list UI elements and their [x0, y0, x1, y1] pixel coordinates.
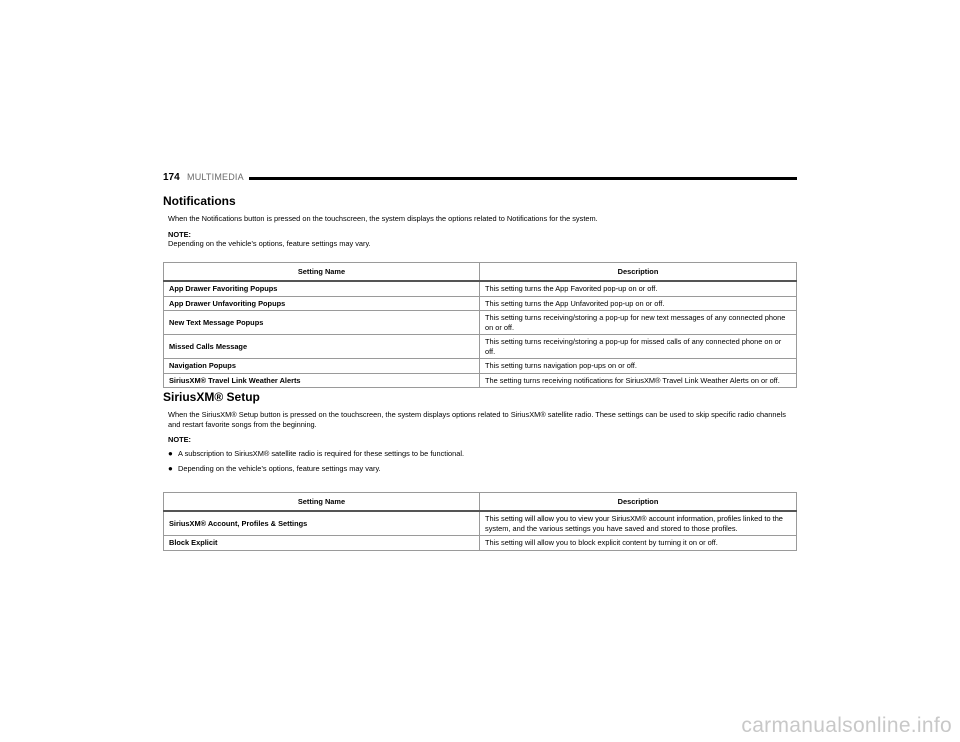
setting-name: Navigation Popups: [164, 359, 480, 374]
page-number: 174: [163, 172, 180, 183]
page-header: [163, 172, 797, 186]
header-rule: [249, 177, 797, 180]
table-row: [164, 511, 797, 536]
notifications-table: [163, 262, 797, 388]
notifications-note-label: NOTE:: [168, 230, 191, 239]
table-row: [164, 311, 797, 335]
bullet-icon: ●: [168, 449, 173, 458]
setting-description: The setting turns receiving notifications for SiriusXM® Travel Link Weather Alerts on or off.: [480, 373, 797, 388]
setting-description: This setting turns the App Unfavorited pop-up on or off.: [480, 296, 797, 311]
table-row: [164, 335, 797, 359]
list-item: [168, 464, 797, 474]
siriusxm-heading: SiriusXM® Setup: [163, 390, 260, 404]
setting-name: App Drawer Favoriting Popups: [164, 281, 480, 296]
table-header-row: [164, 493, 797, 512]
setting-description: This setting turns navigation pop-ups on or off.: [480, 359, 797, 374]
setting-name: SiriusXM® Travel Link Weather Alerts: [164, 373, 480, 388]
table-row: [164, 373, 797, 388]
setting-description: This setting turns receiving/storing a pop-up for missed calls of any connected phone on or off.: [480, 335, 797, 359]
setting-description: This setting turns the App Favorited pop-up on or off.: [480, 281, 797, 296]
setting-name: Missed Calls Message: [164, 335, 480, 359]
siriusxm-note-label: NOTE:: [168, 435, 191, 444]
setting-description: This setting turns receiving/storing a pop-up for new text messages of any connected phone on or off.: [480, 311, 797, 335]
list-item: [168, 449, 797, 459]
watermark-text: carmanualsonline.info: [741, 714, 952, 737]
section-title: MULTIMEDIA: [187, 172, 244, 182]
setting-description: This setting will allow you to block explicit content by turning it on or off.: [480, 536, 797, 551]
siriusxm-note-list: [168, 449, 797, 479]
column-header-setting-name: Setting Name: [164, 493, 480, 512]
table-row: [164, 281, 797, 296]
note-text: A subscription to SiriusXM® satellite radio is required for these settings to be functional.: [178, 449, 465, 458]
siriusxm-intro: When the SiriusXM® Setup button is pressed on the touchscreen, the system displays options related to SiriusXM® satellite radio. These settings can be used to skip specific radio channels and restart favorite songs from the beginning.: [168, 410, 786, 429]
siriusxm-table: [163, 492, 797, 551]
column-header-description: Description: [480, 263, 797, 282]
column-header-description: Description: [480, 493, 797, 512]
note-text: Depending on the vehicle’s options, feature settings may vary.: [178, 464, 381, 473]
bullet-icon: ●: [168, 464, 173, 473]
setting-name: App Drawer Unfavoriting Popups: [164, 296, 480, 311]
table-row: [164, 359, 797, 374]
column-header-setting-name: Setting Name: [164, 263, 480, 282]
setting-name: SiriusXM® Account, Profiles & Settings: [164, 511, 480, 536]
table-row: [164, 296, 797, 311]
table-header-row: [164, 263, 797, 282]
notifications-heading: Notifications: [163, 194, 236, 208]
setting-name: New Text Message Popups: [164, 311, 480, 335]
notifications-note-text: Depending on the vehicle’s options, feature settings may vary.: [168, 239, 371, 248]
setting-description: This setting will allow you to view your SiriusXM® account information, profiles linked to the system, and the various settings you have saved and stored to those profiles.: [480, 511, 797, 536]
notifications-intro: When the Notifications button is pressed on the touchscreen, the system displays the options related to Notifications for the system.: [168, 214, 598, 223]
table-row: [164, 536, 797, 551]
setting-name: Block Explicit: [164, 536, 480, 551]
